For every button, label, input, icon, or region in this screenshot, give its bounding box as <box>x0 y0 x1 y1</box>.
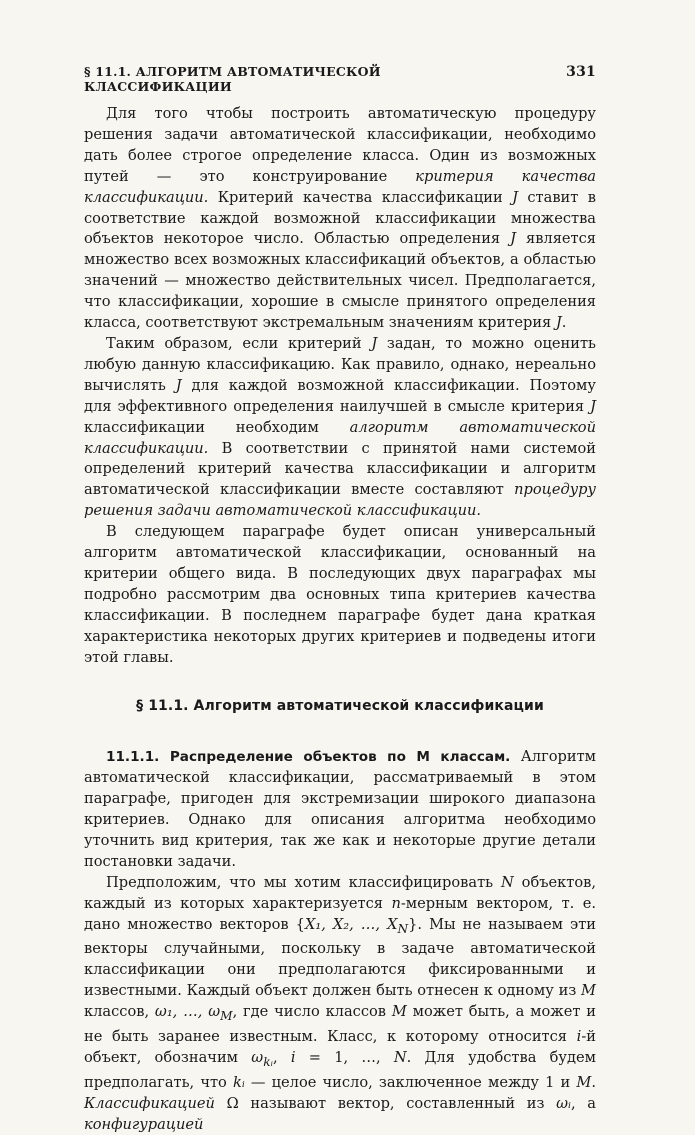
text-run: . Для удобства будем предполагать, что <box>84 1048 596 1091</box>
text-run: Критерий качества классификации <box>208 188 513 206</box>
math-symbol: J <box>510 230 516 248</box>
emphasis-term: конфигурацией <box>84 1115 204 1133</box>
text-run: может быть, а может и не быть заранее известным. Класс, к которому относится <box>84 1003 596 1045</box>
math-symbol: ω₁, …, ω <box>154 1003 221 1021</box>
text-run: , <box>273 1048 291 1066</box>
text-run: -й объект, обозначим <box>84 1027 596 1066</box>
math-symbol: J <box>512 188 518 206</box>
section-heading: § 11.1. Алгоритм автоматической классификации <box>136 698 544 715</box>
math-subscript: kᵢ <box>263 1054 273 1069</box>
subsection-paragraph-2 <box>84 873 596 1135</box>
text-run: Таким образом, если критерий <box>106 334 372 352</box>
math-symbol: J <box>590 397 596 415</box>
running-head <box>84 64 596 94</box>
math-symbol: N <box>393 1048 407 1066</box>
running-head-title: § 11.1. АЛГОРИТМ АВТОМАТИЧЕСКОЙ КЛАССИФИКАЦИИ <box>84 64 381 94</box>
math-symbol: i <box>576 1027 582 1045</box>
math-symbol: J <box>371 334 378 352</box>
math-symbol: kᵢ <box>232 1073 245 1091</box>
text-run: В следующем параграфе будет описан универсальный алгоритм автоматической классификации, основанный на критерии общего вида. В последующих двух параграфах мы подробно рассмотрим два основных типа критериев качества классификации. В последнем параграфе будет дана краткая характеристика некоторых других критериев и подведены итоги этой главы. <box>84 523 596 666</box>
text-run: }. Мы не называем эти векторы случайными, поскольку в задаче автоматической классификации они предполагаются фиксированными и известными. Каждый объект должен быть отнесен к одному из <box>84 915 596 1000</box>
emphasis-term: алгоритм автоматической классификации. <box>84 418 596 457</box>
text-run: классификации необходим <box>84 418 350 436</box>
math-symbol: ω <box>251 1048 264 1066</box>
text-run: Для того чтобы построить автоматическую процедуру решения задачи автоматической классификации, необходимо дать более строгое определение класса. Один из возможных путей — это конструирование <box>84 105 596 185</box>
text-run: Ω называют вектор, составленный из <box>214 1094 557 1112</box>
text-run: объектов, каждый из которых характеризуется <box>84 873 597 912</box>
math-symbol: M <box>391 1003 407 1021</box>
page-number: 331 <box>566 64 596 80</box>
text-run: . <box>591 1073 596 1091</box>
math-symbol: J <box>555 314 562 332</box>
body-text <box>84 104 596 1135</box>
intro-paragraph-3 <box>84 522 596 668</box>
subsection-title: 11.1.1. Распределение объектов по M классам. <box>106 749 511 766</box>
text-run: = 1, …, <box>295 1048 394 1066</box>
text-run: для каждой возможной классификации. Поэтому для эффективного определения наилучшей в смысле критерия <box>84 376 596 415</box>
text-run: является множество всех возможных классификаций объектов, а областью значений — множество действительных чисел. Предполагается, что классификации, хорошие в смысле принятого определения класса, соответствуют экстремальным значениям критерия <box>84 230 596 332</box>
text-run: -мерным вектором, т. е. дано множество векторов { <box>84 894 597 933</box>
math-symbol: M <box>581 982 596 1000</box>
math-symbol: i <box>290 1048 296 1066</box>
text-run: ставит в соответствие каждой возможной классификации множества объектов некоторое число. Областью определения <box>84 188 596 248</box>
math-subscript: M <box>220 1009 233 1024</box>
subsection-paragraph-1 <box>84 747 596 872</box>
text-run: , где число классов <box>232 1003 392 1021</box>
text-run: , а <box>570 1094 596 1112</box>
math-symbol: ωᵢ <box>556 1094 571 1112</box>
emphasis-term: критерия качества классификации. <box>84 167 597 206</box>
math-symbol: M <box>576 1073 592 1091</box>
text-run: задан, то можно оценить любую данную классификацию. Как правило, однако, нереально вычислять <box>84 334 597 394</box>
text-run: Предположим, что мы хотим классифицировать <box>106 873 501 891</box>
page <box>84 64 596 1135</box>
intro-paragraph-1 <box>84 104 596 334</box>
math-subscript: N <box>397 921 409 936</box>
text-run: В соответствии с принятой нами системой определений критерий качества классификации и алгоритм автоматической классификации вместе составляют <box>84 439 596 499</box>
math-symbol: n <box>391 894 401 912</box>
text-run: классов, <box>84 1003 155 1021</box>
text-run: — целое число, заключенное между 1 и <box>244 1073 577 1091</box>
emphasis-term: Классификацией <box>84 1094 215 1112</box>
math-symbol: N <box>501 873 514 891</box>
intro-paragraph-2 <box>84 334 596 522</box>
text-run: Алгоритм автоматической классификации, рассматриваемый в этом параграфе, пригоден для экстремизации широкого диапазона критериев. Однако для описания алгоритма необходимо уточнить вид критерия, так же как и некоторые другие детали постановки задачи. <box>84 748 596 870</box>
math-symbol: J <box>175 376 182 394</box>
text-run: . <box>561 314 567 332</box>
math-symbol: X₁, X₂, …, X <box>304 915 398 933</box>
emphasis-term: процедуру решения задачи автоматической классификации. <box>84 481 596 520</box>
